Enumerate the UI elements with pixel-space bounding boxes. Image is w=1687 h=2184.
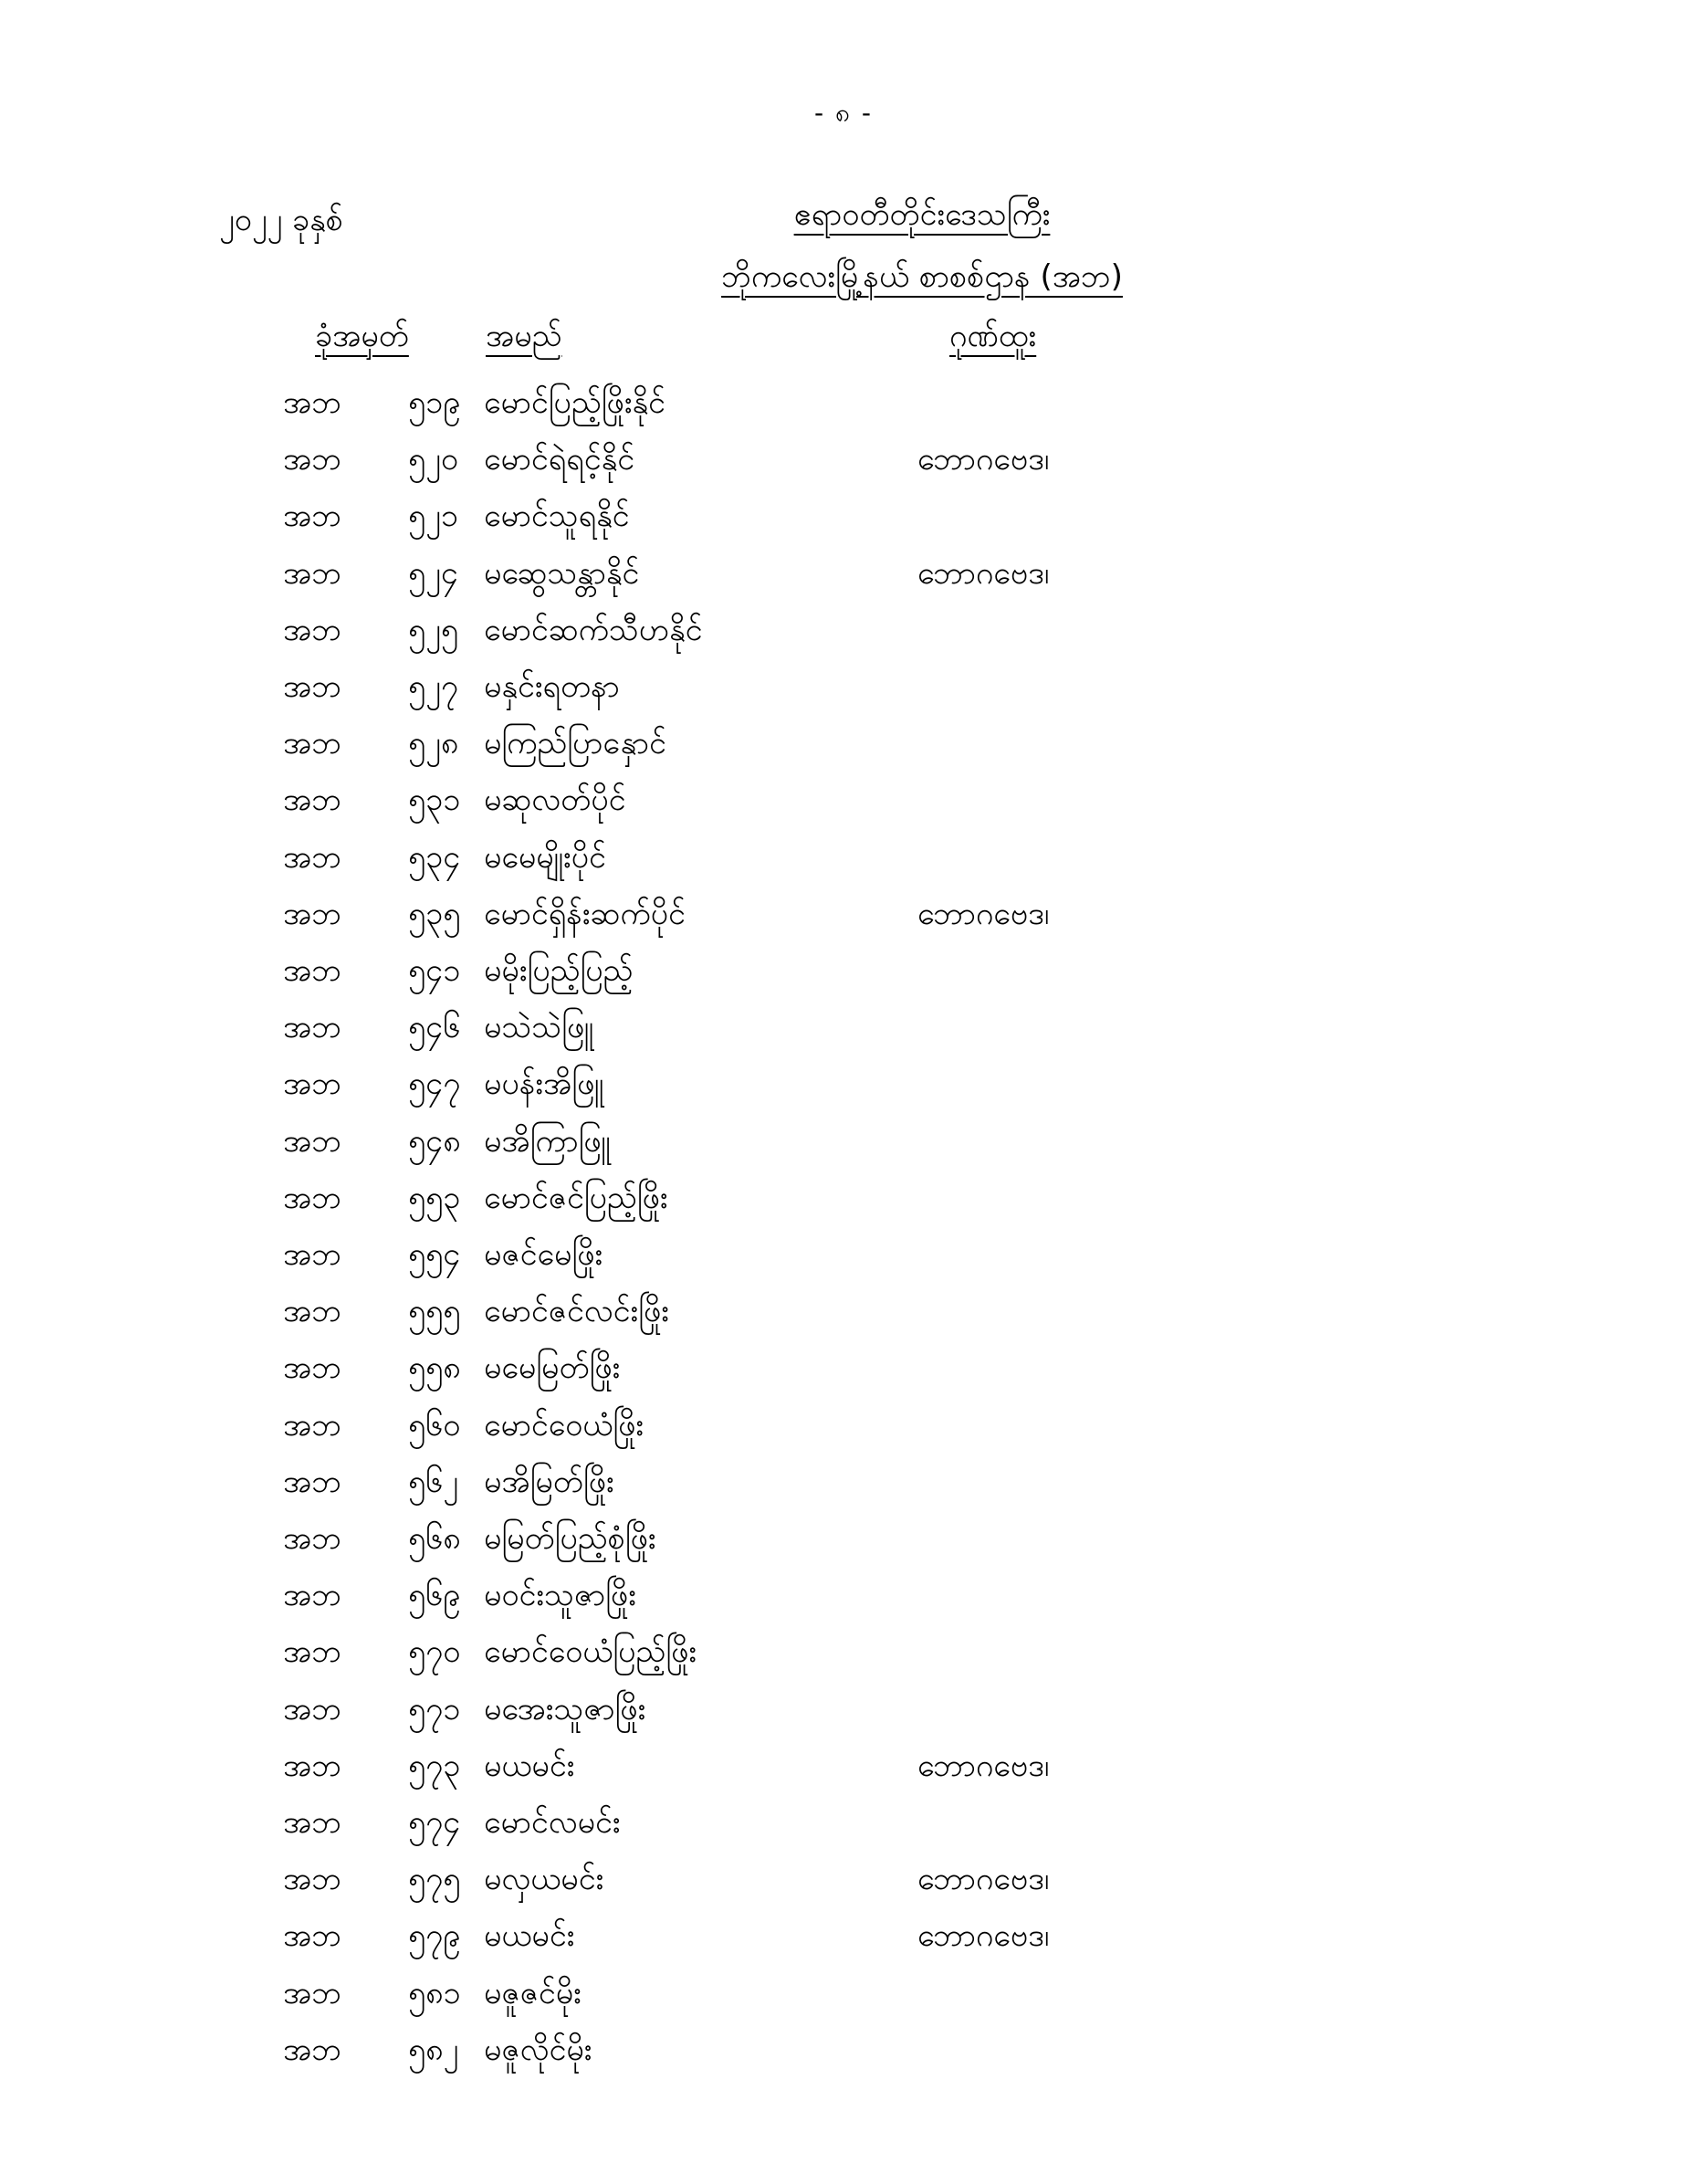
roll-number: ၅၂၄ [408, 555, 458, 592]
roll-number: ၅၄၁ [408, 952, 461, 989]
roll-number: ၅၈၂ [408, 2032, 459, 2068]
exam-center-code: အဘ [283, 1577, 341, 1613]
region-title: ဧရာဝတီတိုင်းဒေသကြီး [793, 196, 1051, 233]
table-row [0, 666, 1687, 722]
table-row [0, 1915, 1687, 1971]
exam-center-code: အဘ [283, 725, 341, 761]
roll-number: ၅၆၈ [408, 1520, 461, 1557]
table-row [0, 1120, 1687, 1177]
table-row [0, 1801, 1687, 1858]
exam-center-code: အဘ [283, 498, 341, 534]
page-number: - ၈ - [813, 98, 873, 128]
table-row [0, 1858, 1687, 1915]
table-row [0, 1574, 1687, 1631]
exam-center-code: အဘ [283, 1407, 341, 1444]
exam-center-code: အဘ [283, 782, 341, 818]
distinction-label: ဘောဂဗေဒ၊ [917, 1861, 1050, 1897]
table-row [0, 1006, 1687, 1063]
exam-center-code: အဘ [283, 1975, 341, 2011]
student-name: မသဲသဲဖြူ [484, 1009, 594, 1045]
distinction-label: ဘောဂဗေဒ၊ [917, 1917, 1050, 1954]
roll-number: ၅၃၅ [408, 896, 461, 932]
exam-center-code: အဘ [283, 1123, 341, 1160]
exam-center-code: အဘ [283, 896, 341, 932]
student-name: မမြတ်ပြည့်စုံဖြိုး [484, 1520, 656, 1557]
table-row [0, 609, 1687, 666]
roll-number: ၅၂၇ [408, 668, 458, 705]
student-name: မမေမြတ်ဖြိုး [484, 1349, 621, 1386]
column-header-roll-number: ခုံအမှတ် [315, 318, 409, 354]
student-name: မောင်ဝေယံပြည့်ဖြိုး [484, 1633, 697, 1670]
student-name: မောင်လမင်း [484, 1804, 621, 1841]
roll-number: ၅၆၉ [408, 1577, 461, 1613]
student-name: မယမင်း [484, 1748, 575, 1784]
student-name: မကြည်ပြာနှောင် [484, 725, 666, 761]
table-row [0, 1631, 1687, 1687]
roll-number: ၅၂၁ [408, 498, 458, 534]
roll-number: ၅၈၁ [408, 1975, 461, 2011]
student-name: မဇင်မေဖြိုး [484, 1236, 603, 1273]
student-name: မမေမျိုးပိုင် [484, 839, 606, 876]
exam-center-code: အဘ [283, 668, 341, 705]
roll-number: ၅၃၁ [408, 782, 461, 818]
table-row [0, 1517, 1687, 1574]
student-name: မယမင်း [484, 1917, 575, 1954]
table-row [0, 1461, 1687, 1517]
student-name: မောင်ဇင်ပြည့်ဖြိုး [484, 1180, 668, 1216]
exam-center-code: အဘ [283, 1861, 341, 1897]
roll-number: ၅၁၉ [408, 384, 461, 421]
table-row [0, 1347, 1687, 1403]
table-row [0, 2029, 1687, 2085]
roll-number: ၅၃၄ [408, 839, 461, 876]
roll-number: ၅၄၈ [408, 1123, 461, 1160]
roll-number: ၅၅၄ [408, 1236, 461, 1273]
student-name: မောင်ရှိန်းဆက်ပိုင် [484, 896, 686, 932]
student-name: မမိုးပြည့်ပြည့် [484, 952, 634, 989]
student-name: မဇူဇင်မိုး [484, 1975, 582, 2011]
table-row [0, 722, 1687, 779]
student-name: မောင်ဆက်သီဟနိုင် [484, 612, 703, 648]
exam-center-code: အဘ [283, 1293, 341, 1329]
exam-center-code: အဘ [283, 1748, 341, 1784]
roll-number: ၅၅၅ [408, 1293, 461, 1329]
table-row [0, 1404, 1687, 1461]
distinction-label: ဘောဂဗေဒ၊ [917, 1748, 1050, 1784]
exam-center-code: အဘ [283, 2032, 341, 2068]
roll-number: ၅၂၀ [408, 441, 458, 478]
student-name: မအိမြတ်ဖြိုး [484, 1464, 614, 1500]
student-name: မအိကြာဖြူ [484, 1123, 611, 1160]
roll-number: ၅၂၈ [408, 725, 459, 761]
table-row [0, 893, 1687, 950]
table-row [0, 1972, 1687, 2029]
table-row [0, 1290, 1687, 1347]
table-row [0, 950, 1687, 1006]
roll-number: ၅၅၈ [408, 1349, 461, 1386]
exam-center-code: အဘ [283, 1633, 341, 1670]
student-name: မောင်ဇင်လင်းဖြိုး [484, 1293, 669, 1329]
exam-center-code: အဘ [283, 1691, 341, 1727]
table-row [0, 1177, 1687, 1234]
student-name: မလှယမင်း [484, 1861, 604, 1897]
student-name: မအေးသူဇာဖြိုး [484, 1691, 646, 1727]
exam-center-code: အဘ [283, 1349, 341, 1386]
table-row [0, 1688, 1687, 1745]
exam-center-code: အဘ [283, 1009, 341, 1045]
exam-center-code: အဘ [283, 1520, 341, 1557]
exam-centre-title: ဘိုကလေးမြို့နယ် စာစစ်ဌာန (အဘ) [721, 258, 1123, 295]
roll-number: ၅၆၀ [408, 1407, 461, 1444]
roll-number: ၅၅၃ [408, 1180, 461, 1216]
student-name: မောင်သူရနိုင် [484, 498, 630, 534]
exam-center-code: အဘ [283, 555, 341, 592]
exam-center-code: အဘ [283, 1464, 341, 1500]
table-row [0, 836, 1687, 893]
table-row [0, 495, 1687, 551]
table-row [0, 779, 1687, 835]
roll-number: ၅၂၅ [408, 612, 458, 648]
roll-number: ၅၇၄ [408, 1804, 461, 1841]
exam-center-code: အဘ [283, 1804, 341, 1841]
roll-number: ၅၇၃ [408, 1748, 461, 1784]
table-row [0, 1745, 1687, 1801]
roll-number: ၅၇၅ [408, 1861, 461, 1897]
table-row [0, 382, 1687, 438]
student-name: မနှင်းရတနာ [484, 668, 620, 705]
distinction-label: ဘောဂဗေဒ၊ [917, 555, 1050, 592]
roll-number: ၅၄၆ [408, 1009, 461, 1045]
roll-number: ၅၇၀ [408, 1633, 461, 1670]
roll-number: ၅၄၇ [408, 1066, 461, 1102]
column-header-name: အမည် [486, 318, 562, 354]
exam-center-code: အဘ [283, 612, 341, 648]
roll-number: ၅၇၁ [408, 1691, 461, 1727]
student-name: မဇူလိုင်မိုး [484, 2032, 592, 2068]
table-row [0, 1234, 1687, 1290]
distinction-label: ဘောဂဗေဒ၊ [917, 896, 1050, 932]
roll-number: ၅၆၂ [408, 1464, 458, 1500]
student-name: မဆွေသန္တာနိုင် [484, 555, 640, 592]
exam-center-code: အဘ [283, 441, 341, 478]
student-name: မောင်ရဲရင့်နိုင် [484, 441, 635, 478]
student-name: မဆုလတ်ပိုင် [484, 782, 626, 818]
exam-center-code: အဘ [283, 839, 341, 876]
year-label: ၂၀၂၂ ခုနှစ် [219, 202, 343, 238]
student-name: မဝင်းသူဇာဖြိုး [484, 1577, 636, 1613]
roll-number: ၅၇၉ [408, 1917, 461, 1954]
table-row [0, 552, 1687, 609]
student-name: မပန်းအိဖြူ [484, 1066, 604, 1102]
table-row [0, 438, 1687, 495]
exam-center-code: အဘ [283, 1066, 341, 1102]
student-name: မောင်ပြည့်ဖြိုးနိုင် [484, 384, 665, 421]
exam-center-code: အဘ [283, 952, 341, 989]
student-name: မောင်ဝေယံဖြိုး [484, 1407, 644, 1444]
distinction-label: ဘောဂဗေဒ၊ [917, 441, 1050, 478]
exam-center-code: အဘ [283, 1236, 341, 1273]
column-header-distinction: ဂုဏ်ထူး [949, 318, 1037, 354]
exam-center-code: အဘ [283, 1180, 341, 1216]
exam-center-code: အဘ [283, 384, 341, 421]
table-row [0, 1063, 1687, 1119]
exam-center-code: အဘ [283, 1917, 341, 1954]
